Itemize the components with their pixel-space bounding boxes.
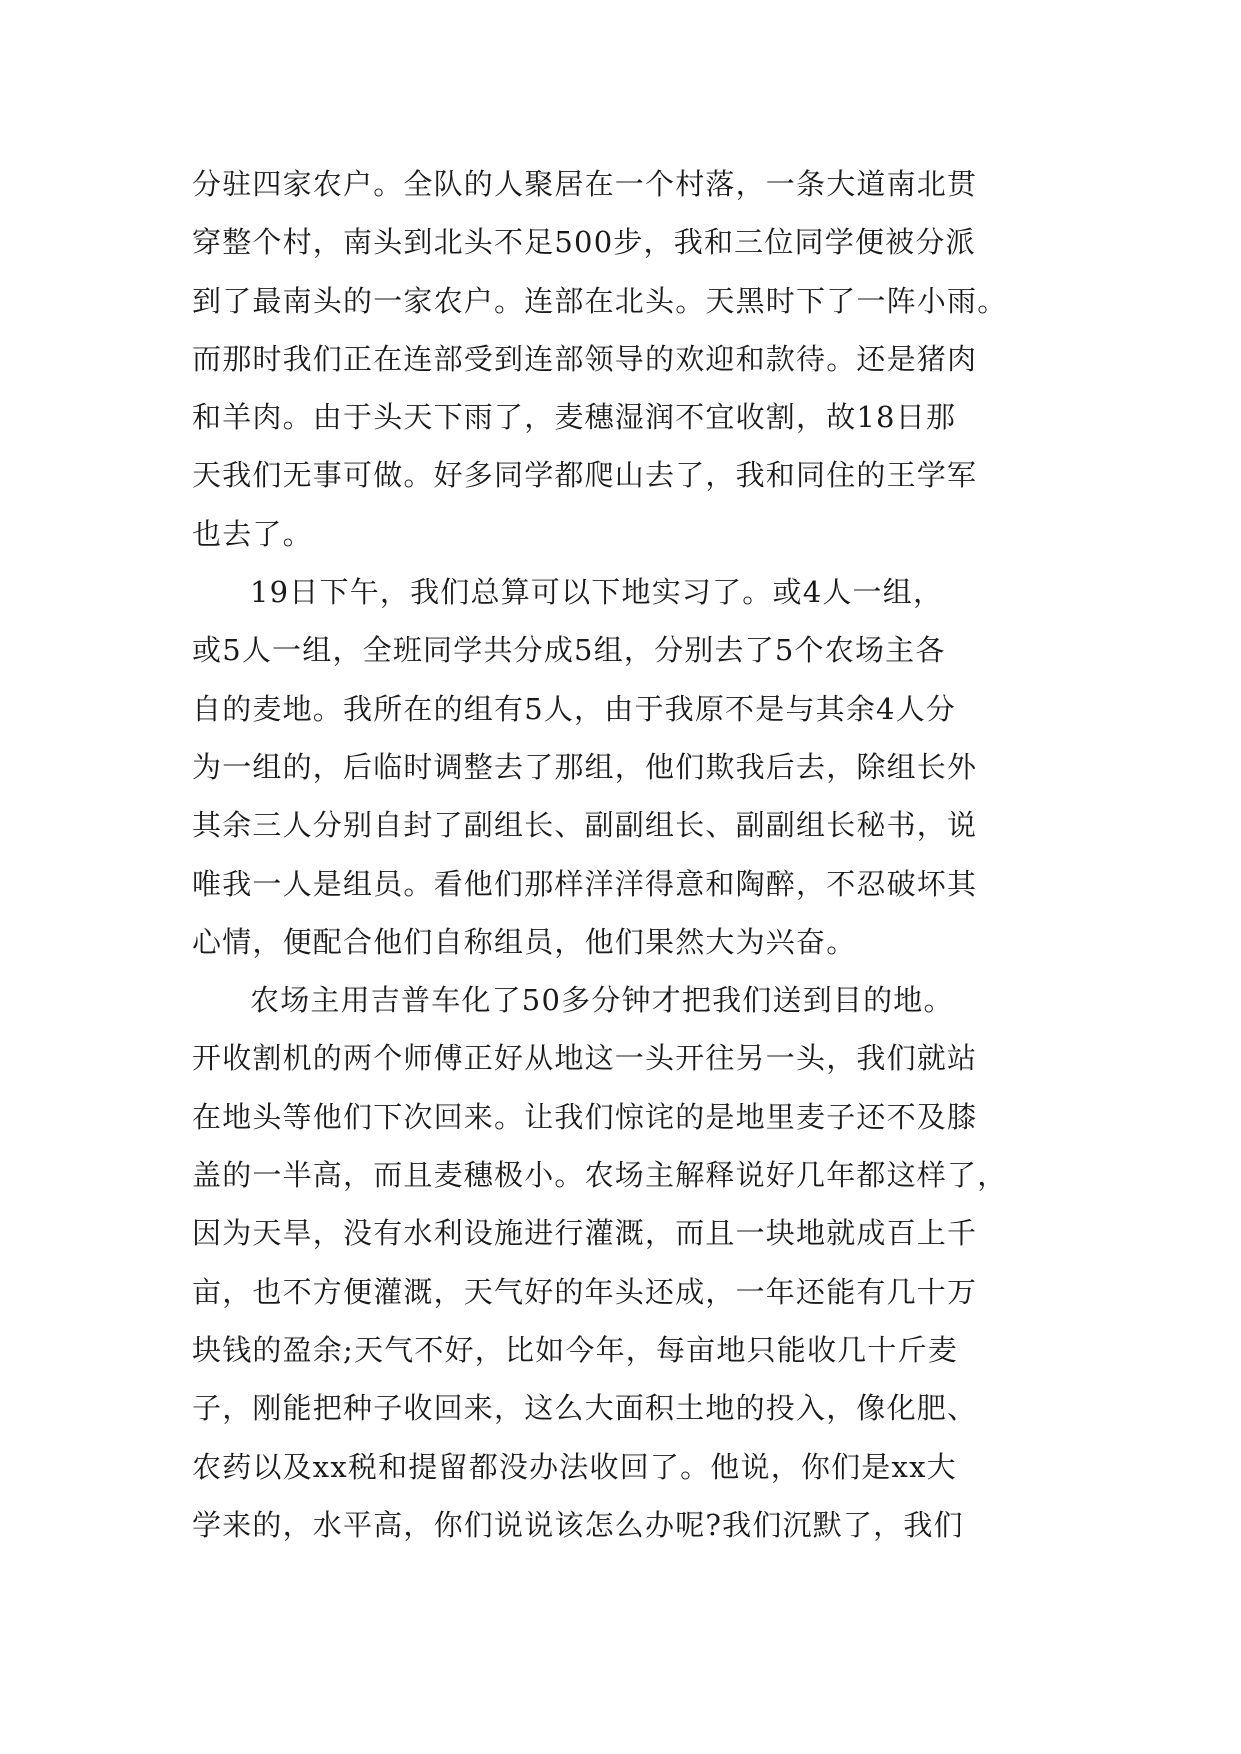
paragraph-start-line: 农场主用吉普车化了50多分钟才把我们送到目的地。 (250, 983, 954, 1018)
text-line: 而那时我们正在连部受到连部领导的欢迎和款待。还是猪肉 (192, 341, 978, 376)
text-line: 学来的，水平高，你们说说该怎么办呢?我们沉默了，我们 (192, 1507, 964, 1542)
text-line: 唯我一人是组员。看他们那样洋洋得意和陶醉，不忍破坏其 (192, 866, 978, 901)
text-line: 或5人一组，全班同学共分成5组，分别去了5个农场主各 (192, 633, 946, 668)
text-line: 自的麦地。我所在的组有5人，由于我原不是与其余4人分 (192, 691, 957, 726)
text-line: 分驻四家农户。全队的人聚居在一个村落，一条大道南北贯 (192, 167, 978, 201)
text-line: 亩，也不方便灌溉，天气好的年头还成，一年还能有几十万 (192, 1274, 978, 1309)
text-line: 农药以及xx税和提留都没办法收回了。他说，你们是xx大 (192, 1449, 957, 1484)
text-line: 为一组的，后临时调整去了那组，他们欺我后去，除组长外 (192, 749, 978, 784)
text-line: 其余三人分别自封了副组长、副副组长、副副组长秘书，说 (192, 808, 978, 843)
text-line: 块钱的盈余;天气不好，比如今年，每亩地只能收几十斤麦 (192, 1332, 958, 1367)
text-line: 心情，便配合他们自称组员，他们果然大为兴奋。 (192, 924, 857, 959)
text-line: 天我们无事可做。好多同学都爬山去了，我和同住的王学军 (192, 458, 978, 493)
text-line: 盖的一半高，而且麦穗极小。农场主解释说好几年都这样了， (192, 1158, 1008, 1193)
body-text (192, 155, 1052, 1554)
text-line: 穿整个村，南头到北头不足500步，我和三位同学便被分派 (192, 225, 976, 260)
text-line: 因为天旱，没有水利设施进行灌溉，而且一块地就成百上千 (192, 1216, 978, 1251)
text-line: 和羊肉。由于头天下雨了，麦穗湿润不宜收割，故18日那 (192, 400, 957, 435)
text-line: 也去了。 (192, 516, 313, 551)
text-line: 开收割机的两个师傅正好从地这一头开往另一头，我们就站 (192, 1041, 978, 1076)
text-line: 在地头等他们下次回来。让我们惊诧的是地里麦子还不及膝 (192, 1099, 978, 1134)
text-line: 到了最南头的一家农户。连部在北头。天黑时下了一阵小雨。 (192, 283, 1008, 318)
text-line: 子，刚能把种子收回来，这么大面积土地的投入，像化肥、 (192, 1391, 978, 1426)
paragraph-start-line: 19日下午，我们总算可以下地实习了。或4人一组， (250, 575, 944, 610)
